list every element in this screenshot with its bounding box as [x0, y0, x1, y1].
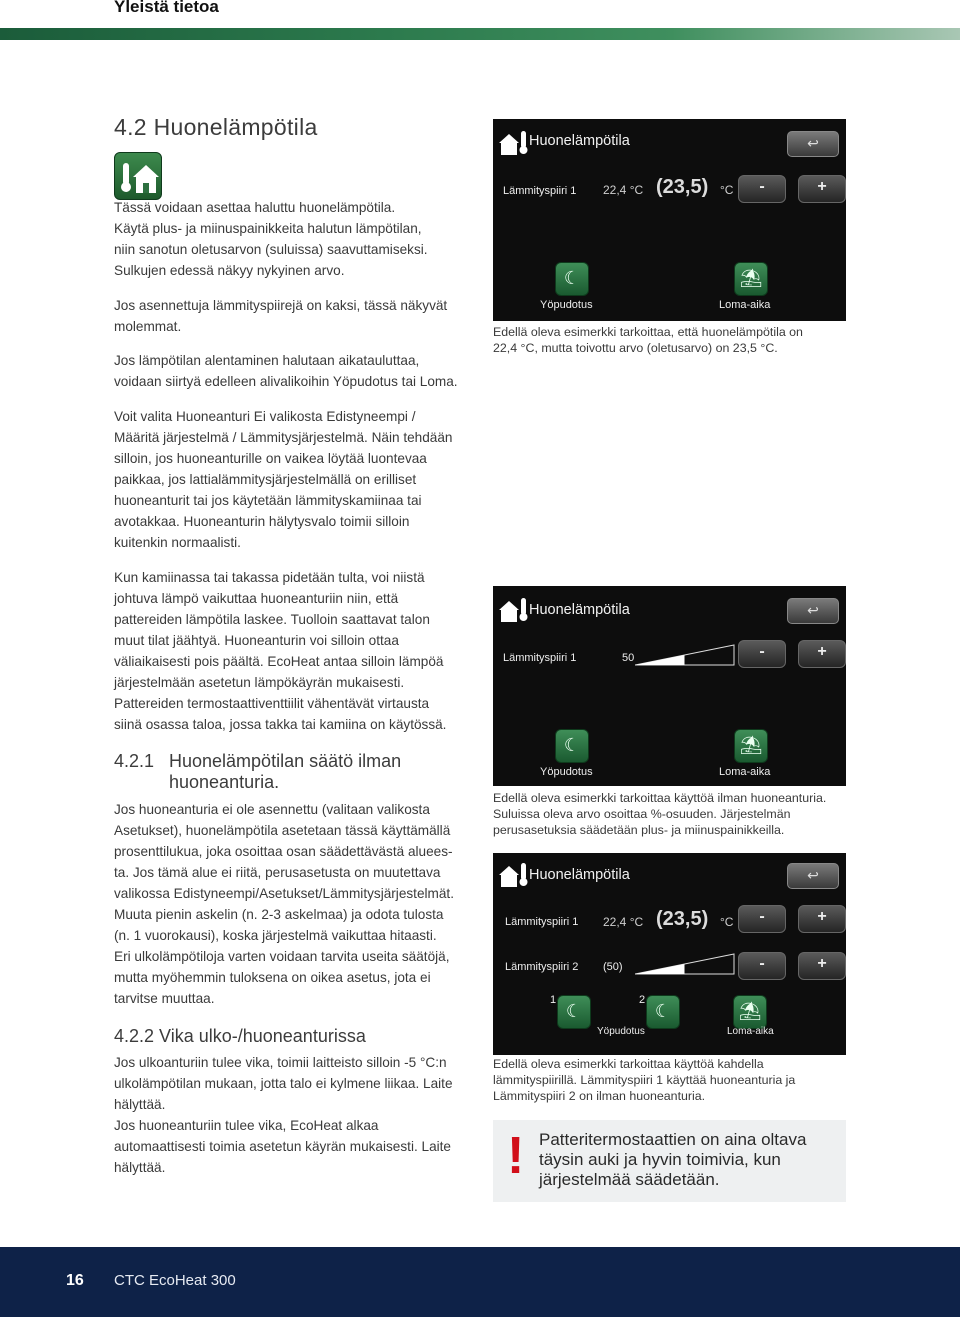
subsection-body: [114, 799, 484, 1009]
text-line: Suluissa oleva arvo osoittaa %-osuuden. Järjestelmän: [493, 807, 791, 821]
text-line: Käytä plus- ja miinuspainikkeita halutun lämpötilan,: [114, 221, 422, 236]
holiday-button[interactable]: [733, 995, 767, 1029]
paragraph-schedule: [114, 350, 484, 392]
text-line: valikossa Edistyneempi/Asetukset/Lämmitysjärjestelmät.: [114, 886, 454, 901]
setpoint-unit: °C: [720, 183, 734, 197]
night-setback-circuit1-button[interactable]: [557, 995, 591, 1029]
circuit1-label: Lämmityspiiri 1: [505, 916, 579, 928]
holiday-button[interactable]: [734, 729, 768, 763]
text-line: Pattereiden termostaattiventtiilit vähentävät virtausta: [114, 696, 430, 711]
current-temperature: 22,4 °C: [603, 915, 644, 929]
text-line: tarvitse muuttaa.: [114, 991, 215, 1006]
subsection-heading-line1: Huonelämpötilan säätö ilman: [169, 751, 402, 771]
text-line: (n. 1 vuorokausi), koska järjestelmä vaikuttaa hitaasti.: [114, 928, 437, 943]
room-temperature-icon: [114, 152, 162, 200]
percent-value: 50: [622, 652, 635, 664]
exclamation-icon: !: [507, 1127, 525, 1185]
screen-room-temp-percent: [493, 586, 846, 786]
subsection-number: 4.2.1: [114, 751, 155, 771]
text-line: muut tilat jäähtyä. Huoneanturin voi silloin ottaa: [114, 633, 399, 648]
plus-button[interactable]: +: [798, 640, 846, 668]
text-line: perusasetuksia säädetään plus- ja miinuspainikkeilla.: [493, 823, 785, 837]
header-bar: [0, 28, 960, 40]
text-line: hälyttää.: [114, 1097, 166, 1112]
subsection-fault-body: [114, 1052, 484, 1178]
beach-umbrella-icon: ⛱: [739, 735, 763, 755]
back-button[interactable]: ↩: [787, 598, 839, 624]
paragraph-two-circuits: [114, 295, 484, 337]
paragraph-room-sensor: [114, 406, 484, 553]
circuit1-minus-button[interactable]: -: [738, 905, 786, 933]
text-line: Asetukset), huonelämpötila asetetaan tässä käyttämällä: [114, 823, 451, 838]
text-line: Tässä voidaan asettaa haluttu huonelämpötila.: [114, 200, 396, 215]
circuit2-plus-button[interactable]: +: [798, 952, 846, 980]
circuit2-marker: 2: [639, 994, 646, 1006]
subsection-heading-line2: huoneanturia.: [169, 772, 280, 792]
text-line: hälyttää.: [114, 1160, 166, 1175]
holiday-label: Loma-aika: [727, 1026, 774, 1037]
text-line: Jos ulkoanturiin tulee vika, toimii laitteisto silloin -5 °C:n: [114, 1055, 447, 1070]
subsection-heading-fault: 4.2.2 Vika ulko-/huoneanturissa: [114, 1026, 366, 1046]
text-line: huoneanturit tai jos käytetään lämmityskamiinaa tai: [114, 493, 422, 508]
house-thermometer-icon: [499, 131, 529, 155]
moon-icon: ☾: [563, 735, 581, 755]
holiday-label: Loma-aika: [719, 299, 771, 311]
text-line: ta. Jos tämä alue ei riitä, perusasetusta on muutettava: [114, 865, 441, 880]
screen-title: Huonelämpötila: [529, 602, 630, 618]
screen-room-temp-two-circuits: [493, 853, 846, 1055]
screen-title: Huonelämpötila: [529, 867, 630, 883]
minus-button[interactable]: -: [738, 175, 786, 203]
night-setback-label: Yöpudotus: [597, 1026, 645, 1037]
section-heading: 4.2 Huonelämpötila: [114, 114, 318, 140]
circuit1-plus-button[interactable]: +: [798, 905, 846, 933]
text-line: Edellä oleva esimerkki tarkoittaa, että huonelämpötila on: [493, 325, 803, 339]
product-name: CTC EcoHeat 300: [114, 1272, 236, 1289]
text-line: Edellä oleva esimerkki tarkoittaa käyttöä kahdella: [493, 1057, 764, 1071]
text-line: Määritä järjestelmä / Lämmitysjärjestelmä. Näin tehdään: [114, 430, 453, 445]
setpoint-value: (23,5): [656, 176, 709, 198]
plus-button[interactable]: +: [798, 175, 846, 203]
night-setback-circuit2-button[interactable]: [646, 995, 680, 1029]
text-line: avotakkaa. Huoneanturin hälytysvalo toimii silloin: [114, 514, 410, 529]
night-setback-label: Yöpudotus: [540, 766, 593, 778]
setpoint-value: (23,5): [656, 908, 709, 930]
text-line: Voit valita Huoneanturi Ei valikosta Edistyneempi /: [114, 409, 416, 424]
beach-umbrella-icon: ⛱: [739, 268, 763, 288]
text-line: Jos huoneanturiin tulee vika, EcoHeat alkaa: [114, 1118, 379, 1133]
back-button[interactable]: ↩: [787, 863, 839, 889]
moon-icon: ☾: [563, 268, 581, 288]
text-line: molemmat.: [114, 319, 182, 334]
circuit-label: Lämmityspiiri 1: [503, 185, 577, 197]
night-setback-label: Yöpudotus: [540, 299, 593, 311]
text-line: voidaan siirtyä edelleen alivalikoihin Yöpudotus tai Loma.: [114, 374, 458, 389]
screen-room-temp-sensor: [493, 119, 846, 321]
text-line: mutta myöhemmin tuloksena on oikea asetus, jota ei: [114, 970, 431, 985]
text-line: Lämmityspiiri 2 on ilman huoneanturia.: [493, 1089, 706, 1103]
text-line: Kun kamiinassa tai takassa pidetään tulta, voi niistä: [114, 570, 425, 585]
screen2-caption: [493, 790, 846, 838]
current-temperature: 22,4 °C: [603, 183, 644, 197]
text-line: Jos asennettuja lämmityspiirejä on kaksi, tässä näkyvät: [114, 298, 448, 313]
page-number: 16: [66, 1272, 84, 1289]
text-line: Jos huoneanturia ei ole asennettu (valitaan valikosta: [114, 802, 430, 817]
intro-paragraph: [114, 197, 474, 281]
holiday-button[interactable]: [734, 262, 768, 296]
moon-icon: ☾: [654, 1001, 672, 1021]
warning-text: Patteritermostaattien on aina oltava täysin auki ja hyvin toimivia, kun järjestelmää säädetään.: [539, 1130, 807, 1189]
text-line: järjestelmään asetetun lämpökäyrän mukaisesti.: [114, 675, 405, 690]
night-setback-button[interactable]: [555, 262, 589, 296]
warning-note: [493, 1120, 846, 1202]
circuit2-percent-value: (50): [603, 961, 623, 973]
text-line: lämmityspiirillä. Lämmityspiiri 1 käyttää huoneanturia ja: [493, 1073, 796, 1087]
text-line: Edellä oleva esimerkki tarkoittaa käyttöä ilman huoneanturia.: [493, 791, 827, 805]
house-thermometer-icon: [499, 863, 529, 887]
night-setback-button[interactable]: [555, 729, 589, 763]
text-line: silloin, jos huoneanturille on vaikea löytää luontevaa: [114, 451, 427, 466]
text-line: Sulkujen edessä näkyy nykyinen arvo.: [114, 263, 345, 278]
text-line: ulkolämpötilan mukaan, jotta talo ei kylmene liikaa. Laite: [114, 1076, 453, 1091]
level-wedge: [635, 644, 735, 666]
text-line: kuitenkin normaalisti.: [114, 535, 241, 550]
text-line: siinä osassa taloa, jossa takka tai kamiina on käytössä.: [114, 717, 447, 732]
text-line: niin sanotun oletusarvon (suluissa) saavuttamiseksi.: [114, 242, 428, 257]
circuit2-label: Lämmityspiiri 2: [505, 961, 579, 973]
page-header-title: Yleistä tietoa: [114, 0, 219, 16]
text-line: johtuva lämpö vaikuttaa huoneanturiin niin, että: [114, 591, 399, 606]
text-line: väliaikaisesti pois päältä. EcoHeat antaa silloin lämpöä: [114, 654, 444, 669]
holiday-label: Loma-aika: [719, 766, 771, 778]
screen3-caption: [493, 1056, 846, 1104]
house-thermometer-icon: [499, 598, 529, 622]
paragraph-fireplace: [114, 567, 484, 735]
text-line: paikkaa, jos lattialämmitysjärjestelmällä on erilliset: [114, 472, 417, 487]
minus-button[interactable]: -: [738, 640, 786, 668]
text-line: Muuta pienin askelin (n. 2-3 askelmaa) ja odota tulosta: [114, 907, 444, 922]
screen-title: Huonelämpötila: [529, 133, 630, 149]
level-wedge: [635, 953, 735, 975]
text-line: automaattisesti toimia asetetun käyrän mukaisesti. Laite: [114, 1139, 451, 1154]
moon-icon: ☾: [565, 1001, 583, 1021]
text-line: prosenttilukua, joka osoittaa osan säädettävästä aluees-: [114, 844, 453, 859]
text-line: Jos lämpötilan alentaminen halutaan aikatauluttaa,: [114, 353, 420, 368]
circuit-label: Lämmityspiiri 1: [503, 652, 577, 664]
back-button[interactable]: ↩: [787, 131, 839, 157]
beach-umbrella-icon: ⛱: [738, 1001, 762, 1021]
text-line: pattereiden lämpötila laskee. Tuolloin saattavat talon: [114, 612, 430, 627]
text-line: Eri ulkolämpötiloja varten voidaan tarvita useita säätöjä,: [114, 949, 450, 964]
setpoint-unit: °C: [720, 915, 734, 929]
circuit2-minus-button[interactable]: -: [738, 952, 786, 980]
circuit1-marker: 1: [550, 994, 557, 1006]
screen1-caption: [493, 324, 846, 356]
text-line: 22,4 °C, mutta toivottu arvo (oletusarvo) on 23,5 °C.: [493, 341, 778, 355]
